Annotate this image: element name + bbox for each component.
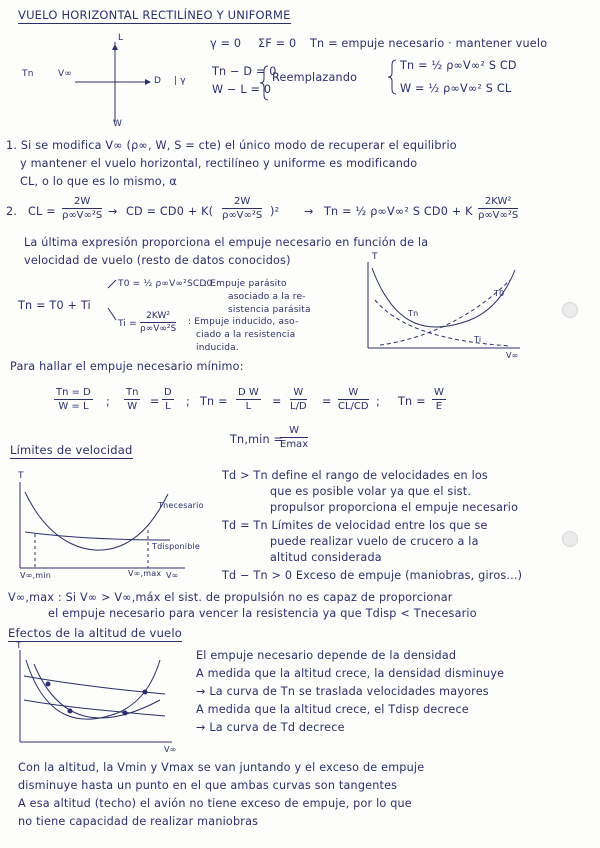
t0-eq: T0 = ½ ρ∞V∞²SCD0 bbox=[118, 279, 213, 289]
arrow: → bbox=[304, 205, 314, 218]
note3: Td − Tn > 0 Exceso de empuje (maniobras, giros...) bbox=[222, 569, 523, 582]
arrow: → bbox=[108, 205, 118, 218]
equals: = bbox=[150, 395, 160, 408]
cd-end: )² bbox=[270, 205, 280, 218]
ti-eq: Ti = bbox=[118, 319, 137, 329]
p3-line1: La última expresión proporciona el empuje necesario en función de la bbox=[24, 236, 429, 249]
graph1-x-label: V∞ bbox=[506, 351, 519, 360]
ti-desc2: ciado a la resistencia bbox=[196, 330, 296, 340]
frac-g: $\frac{W}{E}$ bbox=[434, 387, 444, 412]
ti-fraction: $\frac{\text{2KW²}}{\text{ρ∞V∞²S}}$ bbox=[140, 311, 177, 334]
graph1-tn-label: Tn bbox=[408, 309, 419, 318]
alt-conclusion1: Con la altitud, la Vmin y Vmax se van juntando y el exceso de empuje bbox=[18, 761, 425, 774]
axis-label-w: W bbox=[113, 119, 123, 129]
alt-note1: El empuje necesario depende de la densidad bbox=[196, 649, 457, 662]
frac-e: $\frac{W}{L/D}$ bbox=[290, 387, 307, 412]
separator: ; bbox=[376, 395, 380, 408]
tn-min-label: Tn,min = bbox=[230, 433, 284, 446]
alt-conclusion2: disminuye hasta un punto en el que ambas curvas son tangentes bbox=[18, 779, 398, 792]
limits-y-label: T bbox=[18, 471, 24, 481]
note1-c: propulsor proporciona el empuje necesario bbox=[270, 501, 519, 514]
frac-d: $\frac{\text{D W}}{L}$ bbox=[238, 387, 259, 412]
separator: ; bbox=[186, 395, 190, 408]
limits-vmin-label: V∞,min bbox=[20, 571, 51, 580]
frac-min: W Emax bbox=[280, 425, 309, 450]
eq-w-cl: W = ½ ρ∞V∞² S CL bbox=[400, 82, 512, 95]
punch-hole bbox=[562, 531, 578, 547]
alt-note2: A medida que la altitud crece, la densidad disminuye bbox=[196, 667, 505, 680]
limits-x-label: V∞ bbox=[166, 571, 179, 580]
note1-b: que es posible volar ya que el sist. bbox=[270, 485, 472, 498]
force-diagram bbox=[75, 42, 150, 122]
vmax-line2: el empuje necesario para vencer la resistencia ya que Tdisp < Tnecesario bbox=[48, 607, 477, 620]
cl-fraction: $\frac{2W}{\text{ρ∞V∞²S}}$ bbox=[62, 196, 103, 221]
alt-y-label: T bbox=[16, 641, 22, 651]
punch-hole bbox=[562, 302, 578, 318]
graph1-ti-label: Ti bbox=[474, 335, 482, 344]
altitude-graph bbox=[20, 650, 172, 742]
tn-label: Tn = bbox=[398, 395, 426, 408]
thrust-definition: Tn = empuje necesario · mantener vuelo bbox=[310, 37, 548, 50]
ti-desc1: : Empuje inducido, aso- bbox=[188, 317, 299, 327]
min-intro: Para hallar el empuje necesario mínimo: bbox=[10, 360, 244, 373]
alt-conclusion3: A esa altitud (techo) el avión no tiene exceso de empuje, por lo que bbox=[18, 797, 412, 810]
section-heading-altitude: Efectos de la altitud de vuelo bbox=[8, 626, 182, 640]
note2-a: Td = Tn Límites de velocidad entre los que se bbox=[222, 519, 488, 532]
ti-desc3: inducida. bbox=[196, 343, 239, 353]
frac-b: $\frac{Tn}{W}$ bbox=[126, 387, 139, 412]
p3-line2: velocidad de vuelo (resto de datos conocidos) bbox=[24, 254, 291, 267]
eq-tn-cd: Tn = ½ ρ∞V∞² S CD bbox=[400, 59, 517, 72]
alt-note4: A medida que la altitud crece, el Tdisp decrece bbox=[196, 703, 469, 716]
equals: = bbox=[272, 395, 282, 408]
p1-line3: CL, o lo que es lo mismo, α bbox=[20, 175, 177, 188]
cd-fraction: $\frac{2W}{\text{ρ∞V∞²S}}$ bbox=[222, 196, 263, 221]
axis-label-gamma: | γ bbox=[174, 76, 186, 86]
t0-desc3: sistencia parásita bbox=[228, 305, 311, 315]
note2-c: altitud considerada bbox=[270, 551, 382, 564]
p1-line2: y mantener el vuelo horizontal, rectilíneo y uniforme es modificando bbox=[20, 157, 418, 170]
tn-expression: Tn = ½ ρ∞V∞² S CD0 + K bbox=[324, 205, 473, 218]
limits-vmax-label: V∞,max bbox=[128, 569, 162, 578]
separator: ; bbox=[106, 395, 110, 408]
axis-label-t: Tn bbox=[22, 69, 34, 79]
gamma-condition: γ = 0 bbox=[210, 37, 242, 50]
tn-label: Tn = bbox=[200, 395, 228, 408]
vmax-line1: V∞,max : Si V∞ > V∞,máx el sist. de propulsión no es capaz de proporcionar bbox=[8, 591, 453, 604]
alt-conclusion4: no tiene capacidad de realizar maniobras bbox=[18, 815, 259, 828]
alt-note3: → La curva de Tn se traslada velocidades mayores bbox=[196, 685, 489, 698]
alt-note5: → La curva de Td decrece bbox=[196, 721, 345, 734]
force-condition: ΣF = 0 bbox=[258, 37, 297, 50]
frac-f: $\frac{W}{CL/CD}$ bbox=[338, 387, 369, 412]
cl-label: CL = bbox=[28, 205, 56, 218]
eq-w-l: W − L = 0 bbox=[212, 83, 272, 96]
thrust-vs-speed-graph bbox=[368, 262, 520, 348]
graph1-y-label: T bbox=[372, 252, 378, 262]
note2-b: puede realizar vuelo de crucero a la bbox=[270, 535, 479, 548]
equals: = bbox=[322, 395, 332, 408]
frac-a: $\frac{Tn = D}{W = L}$ bbox=[56, 387, 91, 412]
velocity-limits-graph bbox=[20, 482, 185, 568]
graph1-t0-label: T0 bbox=[494, 289, 505, 298]
cd-expression: CD = CD0 + K( bbox=[126, 205, 214, 218]
limits-disp-label: Tdisponible bbox=[152, 542, 201, 551]
axis-label-l: L bbox=[118, 33, 124, 43]
p2-number: 2. bbox=[6, 205, 18, 218]
tn-split: Tn = T0 + Ti bbox=[18, 299, 91, 312]
reemplazando-label: Reemplazando bbox=[272, 71, 358, 84]
p1-line1: 1. Si se modifica V∞ (ρ∞, W, S = cte) el único modo de recuperar el equilibrio bbox=[6, 139, 457, 152]
frac-c: $\frac{D}{L}$ bbox=[164, 387, 172, 412]
axis-label-v: V∞ bbox=[58, 69, 73, 79]
note1-a: Td > Tn define el rango de velocidades en los bbox=[222, 469, 488, 482]
page-title: VUELO HORIZONTAL RECTILÍNEO Y UNIFORME bbox=[18, 8, 291, 22]
alt-x-label: V∞ bbox=[164, 745, 177, 754]
t0-desc1: : Empuje parásito bbox=[204, 279, 287, 289]
limits-nec-label: Tnecesario bbox=[158, 501, 204, 510]
eq-tn-d: Tn − D = 0 bbox=[212, 65, 277, 78]
section-heading-limits: Límites de velocidad bbox=[10, 443, 133, 457]
t0-desc2: asociado a la re- bbox=[228, 292, 306, 302]
tn-fraction: $\frac{\text{2KW²}}{\text{ρ∞V∞²S}}$ bbox=[478, 196, 519, 221]
axis-label-d: D bbox=[154, 76, 162, 86]
